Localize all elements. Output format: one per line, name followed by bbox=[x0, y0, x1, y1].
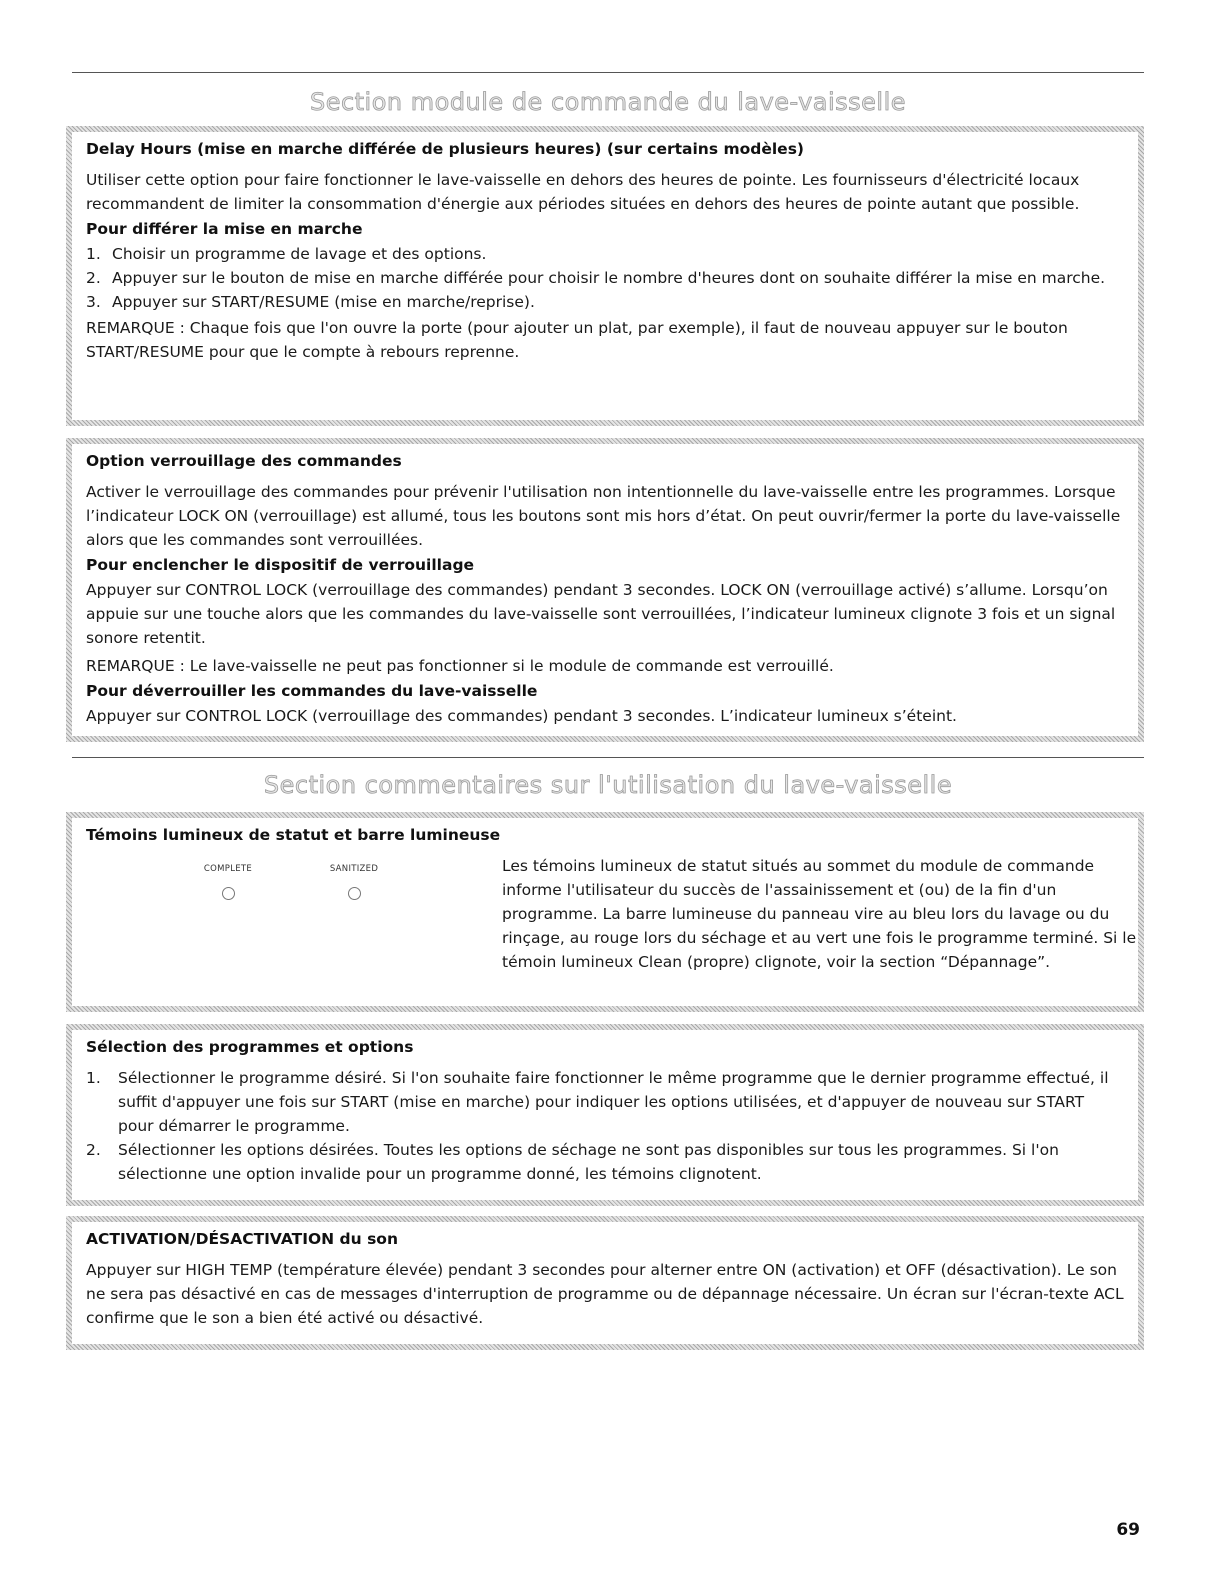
cycle-selection-box bbox=[66, 1024, 1144, 1206]
lock-subheading: Pour enclencher le dispositif de verrouillage bbox=[86, 556, 475, 574]
section-rule bbox=[72, 757, 1144, 758]
indicator-panel bbox=[86, 854, 1137, 1024]
unlock-instructions: Appuyer sur CONTROL LOCK (verrouillage des commandes) pendant 3 secondes. L’indicateur lumineux s’éteint. bbox=[86, 707, 957, 725]
delay-note: REMARQUE : Chaque fois que l'on ouvre la porte (pour ajouter un plat, par exemple), il faut de nouveau appuyer sur le bouton START/RESUME pour que le compte à rebours reprenne. bbox=[86, 319, 1068, 361]
complete-indicator bbox=[168, 864, 288, 900]
section-title-control-module: Section module de commande du lave-vaisselle bbox=[309, 88, 907, 116]
top-rule bbox=[72, 72, 1144, 73]
list-item: 1. Sélectionner le programme désiré. Si l'on souhaite faire fonctionner le même programme que le dernier programme effectué, il suffit d'appuyer une fois sur START (mise en marche) pour indiquer les options utilisées, et d'appuyer de nouveau sur START pour démarrer le programme. bbox=[86, 1069, 1109, 1135]
sanitized-light-icon bbox=[348, 887, 361, 900]
control-lock-intro: Activer le verrouillage des commandes pour prévenir l'utilisation non intentionnelle du lave-vaisselle entre les programmes. Lorsque l’indicateur LOCK ON (verrouillage) est allumé, tous les boutons sont mis hors d’état. On peut ouvrir/fermer la porte du lave-vaisselle alors que les commandes sont verrouillées. bbox=[86, 483, 1121, 549]
status-lights-heading: Témoins lumineux de statut et barre lumineuse bbox=[86, 826, 501, 844]
delay-hours-intro: Utiliser cette option pour faire fonctionner le lave-vaisselle en dehors des heures de pointe. Les fournisseurs d'électricité locaux recommandent de limiter la consommation d'énergie aux périodes situées en dehors des heures de pointe autant que possible. bbox=[86, 171, 1080, 213]
delay-steps bbox=[86, 242, 1124, 314]
sound-toggle-box bbox=[66, 1216, 1144, 1350]
indicator-lights bbox=[86, 864, 486, 964]
control-lock-heading: Option verrouillage des commandes bbox=[86, 452, 402, 470]
lock-note: REMARQUE : Le lave-vaisselle ne peut pas fonctionner si le module de commande est verrouillé. bbox=[86, 657, 834, 675]
sanitized-indicator bbox=[294, 864, 414, 900]
unlock-subheading: Pour déverrouiller les commandes du lave-vaisselle bbox=[86, 682, 538, 700]
cycle-steps bbox=[86, 1066, 1124, 1186]
delay-hours-heading: Delay Hours (mise en marche différée de plusieurs heures) (sur certains modèles) bbox=[86, 140, 805, 158]
sanitized-label: SANITIZED bbox=[329, 864, 379, 874]
complete-label: COMPLETE bbox=[203, 864, 253, 874]
lock-instructions: Appuyer sur CONTROL LOCK (verrouillage des commandes) pendant 3 secondes. LOCK ON (verrouillage activé) s’allume. Lorsqu’on appuie sur une touche alors que les commandes du lave-vaisselle sont verrouillées, l’indicateur lumineux clignote 3 fois et un signal sonore retentit. bbox=[86, 581, 1116, 647]
sound-toggle-heading: ACTIVATION/DÉSACTIVATION du son bbox=[86, 1230, 398, 1248]
sound-toggle-text: Appuyer sur HIGH TEMP (température élevée) pendant 3 secondes pour alterner entre ON (activation) et OFF (désactivation). Le son ne sera pas désactivé en cas de messages d'interruption de programme ou de dépannage nécessaire. Un écran sur l'écran-texte ACL confirme que le son a bien été activé ou désactivé. bbox=[86, 1261, 1124, 1327]
complete-light-icon bbox=[222, 887, 235, 900]
delay-subheading: Pour différer la mise en marche bbox=[86, 220, 363, 238]
list-item: 3. Appuyer sur START/RESUME (mise en marche/reprise). bbox=[86, 293, 535, 311]
page-number: 69 bbox=[1116, 1520, 1140, 1540]
cycle-selection-heading: Sélection des programmes et options bbox=[86, 1038, 414, 1056]
list-item: 2. Appuyer sur le bouton de mise en marche différée pour choisir le nombre d'heures dont on souhaite différer la mise en marche. bbox=[86, 269, 1106, 287]
section-title-feedback: Section commentaires sur l'utilisation du lave-vaisselle bbox=[263, 771, 953, 799]
list-item: 2. Sélectionner les options désirées. Toutes les options de séchage ne sont pas disponibles sur tous les programmes. Si l'on sélectionne une option invalide pour un programme donné, les témoins clignotent. bbox=[86, 1141, 1059, 1183]
delay-hours-box bbox=[66, 126, 1144, 426]
status-lights-description: Les témoins lumineux de statut situés au sommet du module de commande informe l'utilisateur du succès de l'assainissement et (ou) de la fin d'un programme. La barre lumineuse du panneau vire au bleu lors du lavage ou du rinçage, au rouge lors du séchage et au vert une fois le programme terminé. Si le témoin lumineux Clean (propre) clignote, voir la section “Dépannage”. bbox=[502, 857, 1137, 971]
control-lock-box bbox=[66, 438, 1144, 742]
list-item: 1. Choisir un programme de lavage et des options. bbox=[86, 245, 487, 263]
status-lights-box bbox=[66, 812, 1144, 1012]
